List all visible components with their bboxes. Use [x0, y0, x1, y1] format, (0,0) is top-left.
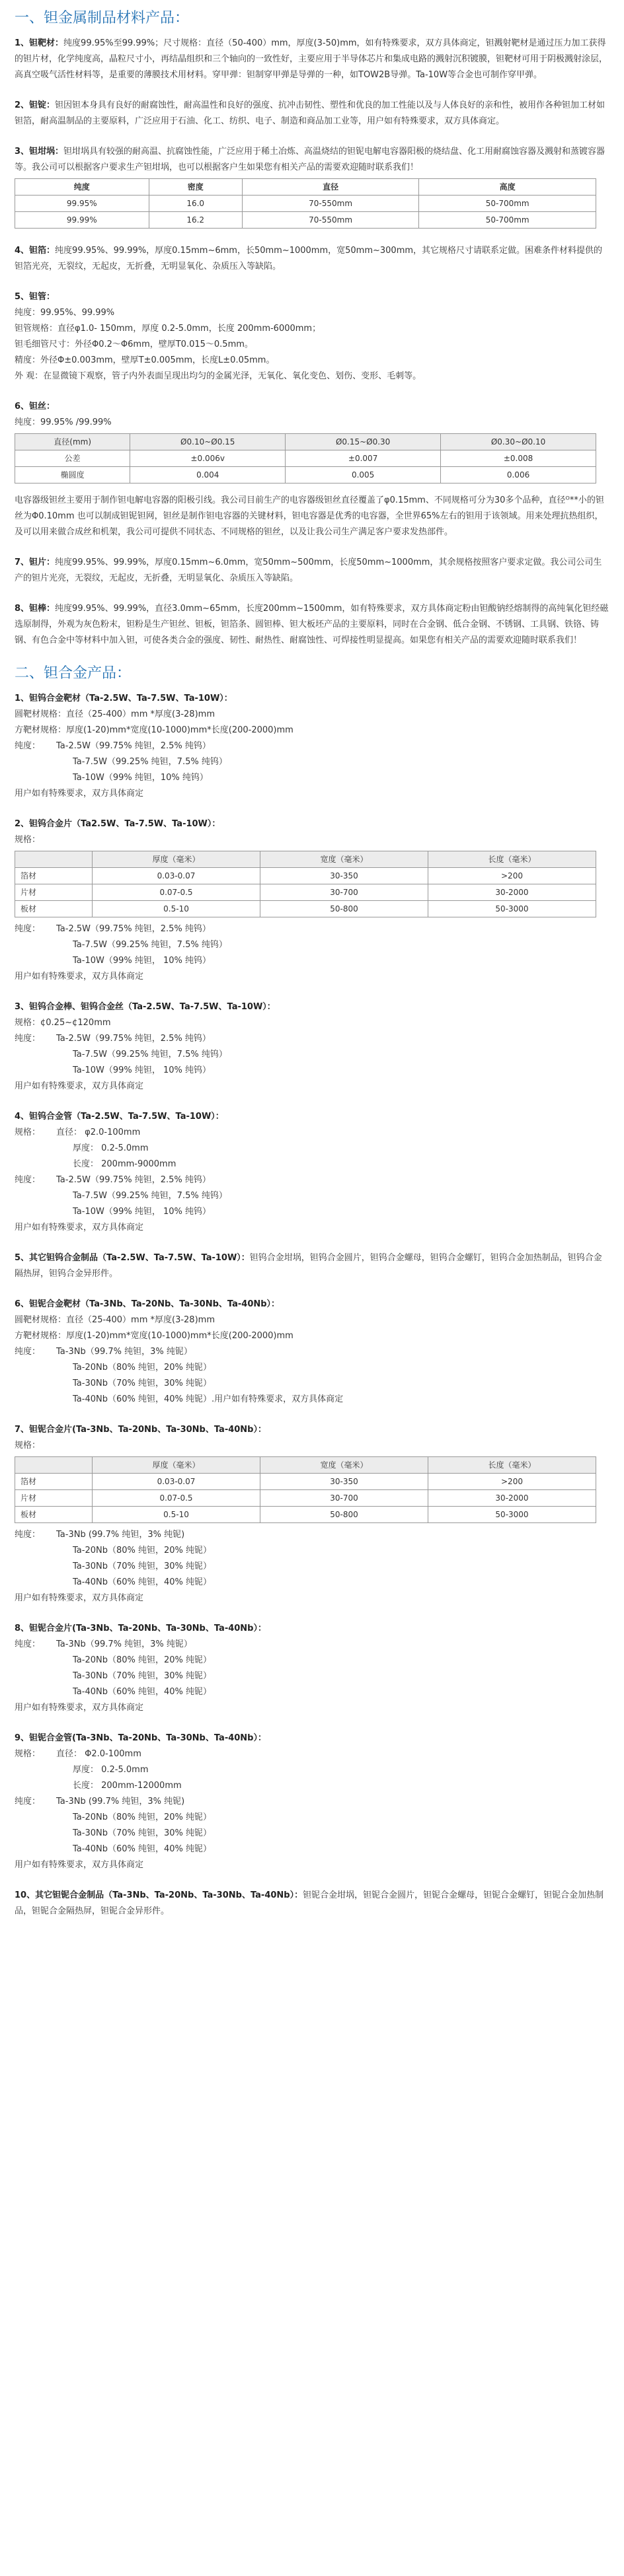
table-cell: 70-550mm	[242, 196, 419, 212]
section-title: 3、钽钨合金棒、钽钨合金丝（Ta-2.5W、Ta-7.5W、Ta-10W）：	[15, 1002, 276, 1012]
table-cell: 0.006	[441, 467, 596, 483]
section-title: 10、其它钽铌合金制品（Ta-3Nb、Ta-20Nb、Ta-30Nb、Ta-40Nb）：	[15, 1890, 303, 1900]
table-cell: 30-2000	[428, 884, 596, 901]
table-header-cell	[15, 851, 93, 868]
purity-line: Ta-20Nb（80% 纯钽，20% 纯铌）	[73, 1812, 212, 1822]
table-header-cell: Ø0.10~Ø0.15	[130, 434, 286, 450]
spec-line: 钽管规格：直径φ1.0- 150mm，厚度 0.2-5.0mm，长度 200mm-6000mm；	[15, 324, 321, 334]
spec-label: 规格：	[15, 1749, 41, 1759]
note: 用户如有特殊要求，双方具体商定	[15, 789, 144, 799]
purity-line: 纯度：99.95% /99.99%	[15, 417, 112, 427]
section-body: 纯度99.95%至99.99%；尺寸规格：直径（50-400）mm，厚度(3-50)mm，如有特殊要求，双方具体商定，钽溅射靶材是通过压力加工获得的钽片材，化学纯度高，晶粒尺寸小，再结晶组织和三个轴向的一致性好，主要应用于半导体芯片和集成电路的溅射沉积镀膜，钽靶材可用于阴极溅射涂层，高真空吸气活性材料等，是重要的薄膜技术用材料。穿甲弹：钽制穿甲弹是导弹的一种，如TOW2B导弹。Ta-10W等合金也可制作穿甲弹。	[15, 38, 608, 80]
purity-line: Ta-10W（99% 纯钽， 10% 纯钨）	[73, 1207, 212, 1217]
spec-line: 规格：¢0.25~¢120mm	[15, 1018, 111, 1028]
spec-line	[15, 1746, 609, 1762]
section-tantalum-ingot	[15, 98, 609, 129]
section-tw-target	[15, 691, 609, 802]
table-header-row	[15, 179, 596, 196]
table-cell: 16.0	[149, 196, 242, 212]
table-cell: 50-800	[260, 901, 428, 917]
table-header-cell: Ø0.30~Ø0.10	[441, 434, 596, 450]
table-header-cell: 直径	[242, 179, 419, 196]
section-tantalum-foil	[15, 243, 609, 275]
paragraph	[15, 555, 609, 587]
spec-line: 精度：外径Φ±0.003mm，壁厚T±0.005mm，长度L±0.05mm。	[15, 355, 275, 365]
table-row	[15, 450, 596, 467]
tw-sheet-table	[15, 851, 596, 917]
table-cell: 30-700	[260, 1490, 428, 1507]
section-title: 8、钽铌合金片(Ta-3Nb、Ta-20Nb、Ta-30Nb、Ta-40Nb）：	[15, 1624, 266, 1633]
section-body: 钽因钽本身具有良好的耐腐蚀性，耐高温性和良好的强度、抗冲击韧性、塑性和优良的加工性能以及与人体良好的亲和性，被用作各种钽加工材如钽箔，耐高温制品的主要原料，广泛应用于石油、化工、纺织、电子、制造和商品加工业等，用户如有特殊要求，双方具体商定。	[15, 100, 605, 126]
purity-line: Ta-30Nb（70% 纯钽，30% 纯铌）	[73, 1671, 212, 1681]
section-title: 5、其它钽钨合金制品（Ta-2.5W、Ta-7.5W、Ta-10W）：	[15, 1253, 250, 1263]
section-body: 钽钨合金坩埚，钽钨合金圆片，钽钨合金螺母，钽钨合金螺钉，钽钨合金加热制品，钽钨合金隔热屏，钽钨合金异形件。	[15, 1253, 602, 1279]
purity-line: Ta-10W（99% 纯钽， 10% 纯钨）	[73, 956, 212, 966]
table-header-cell: 纯度	[15, 179, 149, 196]
section-tantalum-wire	[15, 399, 609, 540]
section-tnb-target	[15, 1297, 609, 1408]
table-cell: 0.07-0.5	[93, 884, 260, 901]
purity-line: Ta-40Nb（60% 纯钽，40% 纯铌）.用户如有特殊要求，双方具体商定	[73, 1394, 344, 1404]
spec-line: 圆靶材规格：直径（25-400）mm *厚度(3-28)mm	[15, 1315, 215, 1325]
purity-label: 纯度：	[15, 1175, 41, 1185]
table-cell: 50-3000	[428, 1507, 596, 1523]
note: 用户如有特殊要求，双方具体商定	[15, 1593, 144, 1603]
spec-line: 圆靶材规格：直径（25-400）mm *厚度(3-28)mm	[15, 709, 215, 719]
paragraph	[15, 243, 609, 275]
paragraph	[15, 144, 609, 176]
purity-line: Ta-7.5W（99.25% 纯钽，7.5% 纯钨）	[73, 1050, 227, 1059]
purity-line	[15, 1794, 609, 1810]
table-header-cell: 厚度（毫米）	[93, 851, 260, 868]
spec-value: 直径： φ2.0-100mm	[56, 1127, 141, 1137]
table-cell: 0.004	[130, 467, 286, 483]
heading-tantalum-alloy: 二、钽合金产品：	[15, 665, 132, 682]
section-body: 电容器级钽丝主要用于制作钽电解电容器的阳极引线。我公司目前生产的电容器级钽丝直径覆盖了φ0.15mm、不同规格可分为30多个品种，直径ᴼ**小的钽丝为Φ0.10mm 也可以制成钽铌钽网，钽丝是制作钽电容器的关键材料，钽电容器是优秀的电容器，全世界65%左右的钽用于该领域。用来处理抗热组织，及可以用来做合成丝和机架，我公司可提供不同状态、不同规格的钽丝，以及让我公司生产满足客户要求发热部件。	[15, 495, 604, 537]
table-cell: 公差	[15, 450, 130, 467]
purity-line: Ta-30Nb（70% 纯钽，30% 纯铌）	[73, 1378, 212, 1388]
purity-value: Ta-3Nb (99.7% 纯钽，3% 纯铌)	[56, 1530, 185, 1540]
section-tnb-tube	[15, 1731, 609, 1873]
purity-label: 纯度：	[15, 1797, 41, 1807]
purity-line: Ta-10W（99% 纯钽， 10% 纯钨）	[73, 1065, 212, 1075]
table-cell: 箔材	[15, 868, 93, 884]
table-cell: 99.99%	[15, 212, 149, 229]
purity-line: Ta-40Nb（60% 纯钽，40% 纯铌）	[73, 1577, 212, 1587]
section-body: 纯度99.95%、99.99%，厚度0.15mm~6mm，长50mm~1000mm，宽50mm~300mm，其它规格尺寸请联系定做。困难条件材料提供的钽箔光亮，无裂纹，无起皮，无折叠，无明显氧化、杂质压入等缺陷。	[15, 246, 603, 271]
section-body: 钽铌合金坩埚，钽铌合金圆片，钽铌合金螺母，钽铌合金螺钉，钽铌合金加热制品，钽铌合金隔热屏，钽铌合金异形件。	[15, 1890, 604, 1916]
table-cell: 0.5-10	[93, 901, 260, 917]
table-cell: 0.03-0.07	[93, 1474, 260, 1490]
spec-line: 纯度：99.95%、99.99%	[15, 308, 115, 318]
section-title: 7、钽铌合金片(Ta-3Nb、Ta-20Nb、Ta-30Nb、Ta-40Nb）：	[15, 1425, 266, 1435]
section-tnb-sheet-2	[15, 1621, 609, 1716]
purity-label: 纯度：	[15, 1034, 41, 1044]
note: 用户如有特殊要求，双方具体商定	[15, 972, 144, 982]
table-row	[15, 1490, 596, 1507]
purity-value: Ta-3Nb（99.7% 纯钽，3% 纯铌）	[56, 1347, 192, 1357]
table-cell: 50-800	[260, 1507, 428, 1523]
section-title: 7、钽片：	[15, 557, 56, 567]
section-tantalum-crucible	[15, 144, 609, 229]
tnb-sheet-table	[15, 1456, 596, 1523]
heading-pure-tantalum: 一、钽金属制品材料产品：	[15, 10, 190, 26]
section-tantalum-target	[15, 36, 609, 83]
table-header-cell: 长度（毫米）	[428, 851, 596, 868]
section-tw-rod-wire	[15, 999, 609, 1094]
table-row	[15, 467, 596, 483]
section-title: 2、钽钨合金片（Ta2.5W、Ta-7.5W、Ta-10W）：	[15, 819, 221, 829]
spec-line: 钽毛细管尺寸：外径Φ0.2～Φ6mm，壁厚T0.015～0.5mm。	[15, 340, 253, 349]
table-cell: >200	[428, 868, 596, 884]
table-cell: 椭圆度	[15, 467, 130, 483]
section-title: 1、钽钨合金靶材（Ta-2.5W、Ta-7.5W、Ta-10W）：	[15, 694, 233, 703]
table-cell: 30-700	[260, 884, 428, 901]
purity-value: Ta-2.5W（99.75% 纯钽，2.5% 纯钨）	[56, 924, 211, 934]
spec-line	[15, 1125, 609, 1141]
purity-line: Ta-7.5W（99.25% 纯钽，7.5% 纯钨）	[73, 1191, 227, 1201]
spec-value: 直径： Φ2.0-100mm	[56, 1749, 141, 1759]
table-header-cell: 宽度（毫米）	[260, 851, 428, 868]
table-row	[15, 196, 596, 212]
purity-line	[15, 1344, 609, 1360]
table-cell: 0.005	[286, 467, 441, 483]
table-cell: 16.2	[149, 212, 242, 229]
table-cell: >200	[428, 1474, 596, 1490]
table-header-row	[15, 434, 596, 450]
purity-line: Ta-30Nb（70% 纯钽，30% 纯铌）	[73, 1561, 212, 1571]
spec-line: 外 观：在显微镜下观察，管子内外表面呈现出均匀的金属光泽，无氧化、氧化变色、划伤、变形、毛刺等。	[15, 371, 422, 381]
table-header-cell: Ø0.15~Ø0.30	[286, 434, 441, 450]
purity-value: Ta-2.5W（99.75% 纯钽，2.5% 纯钨）	[56, 1034, 211, 1044]
table-cell: 片材	[15, 884, 93, 901]
purity-line: Ta-20Nb（80% 纯钽，20% 纯铌）	[73, 1363, 212, 1373]
spec-line: 厚度： 0.2-5.0mm	[73, 1143, 149, 1153]
spec-label: 规格：	[15, 1441, 41, 1450]
section-title: 4、钽钨合金管（Ta-2.5W、Ta-7.5W、Ta-10W）：	[15, 1112, 224, 1122]
table-cell: 70-550mm	[242, 212, 419, 229]
section-title: 6、钽铌合金靶材（Ta-3Nb、Ta-20Nb、Ta-30Nb、Ta-40Nb）：	[15, 1299, 280, 1309]
table-cell: 30-350	[260, 1474, 428, 1490]
purity-line: Ta-40Nb（60% 纯钽，40% 纯铌）	[73, 1844, 212, 1854]
section-tw-tube	[15, 1109, 609, 1236]
purity-line: Ta-7.5W（99.25% 纯钽，7.5% 纯钨）	[73, 757, 227, 767]
purity-line: Ta-7.5W（99.25% 纯钽，7.5% 纯钨）	[73, 940, 227, 950]
purity-line: Ta-20Nb（80% 纯钽，20% 纯铌）	[73, 1655, 212, 1665]
table-row	[15, 1507, 596, 1523]
note: 用户如有特殊要求，双方具体商定	[15, 1860, 144, 1870]
purity-label: 纯度：	[15, 741, 41, 751]
section-body: 钽坩埚具有较强的耐高温、抗腐蚀性能，广泛应用于稀土冶炼、高温烧结的钽铌电解电容器阳极的烧结盘、化工用耐腐蚀容器及溅射和蒸镀容器等。我公司可以根据客户要求生产钽坩埚，也可以根据客户生如果您有相关产品的需要欢迎随时联系我们！	[15, 147, 605, 172]
paragraph	[15, 601, 609, 649]
section-tantalum-tube	[15, 289, 609, 384]
table-header-row	[15, 1457, 596, 1474]
purity-line	[15, 738, 609, 754]
spec-line: 长度： 200mm-9000mm	[73, 1159, 176, 1169]
table-cell: 板材	[15, 1507, 93, 1523]
purity-line	[15, 1172, 609, 1188]
purity-line: Ta-40Nb（60% 纯钽，40% 纯铌）	[73, 1687, 212, 1697]
table-header-cell: 高度	[419, 179, 596, 196]
section-title: 5、钽管：	[15, 292, 56, 302]
purity-value: Ta-3Nb (99.7% 纯钽，3% 纯铌)	[56, 1797, 185, 1807]
table-header-cell	[15, 1457, 93, 1474]
table-cell: 30-2000	[428, 1490, 596, 1507]
paragraph	[15, 36, 609, 83]
table-row	[15, 901, 596, 917]
spec-label: 规格：	[15, 835, 41, 845]
wire-table	[15, 433, 596, 483]
table-header-cell: 直径(mm)	[15, 434, 130, 450]
note: 用户如有特殊要求，双方具体商定	[15, 1081, 144, 1091]
table-cell: ±0.008	[441, 450, 596, 467]
table-cell: 0.07-0.5	[93, 1490, 260, 1507]
table-cell: ±0.007	[286, 450, 441, 467]
table-cell: 0.5-10	[93, 1507, 260, 1523]
table-row	[15, 212, 596, 229]
paragraph	[15, 1250, 609, 1282]
note: 用户如有特殊要求，双方具体商定	[15, 1223, 144, 1233]
purity-label: 纯度：	[15, 1347, 41, 1357]
note: 用户如有特殊要求，双方具体商定	[15, 1703, 144, 1713]
purity-line	[15, 1527, 609, 1543]
table-row	[15, 1474, 596, 1490]
section-title: 4、钽箔：	[15, 246, 56, 256]
section-title: 6、钽丝：	[15, 402, 56, 411]
table-cell: 箔材	[15, 1474, 93, 1490]
table-header-cell: 密度	[149, 179, 242, 196]
table-cell: 50-700mm	[419, 212, 596, 229]
paragraph	[15, 98, 609, 129]
spec-line: 方靶材规格：厚度(1-20)mm*宽度(10-1000)mm*长度(200-2000)mm	[15, 1331, 293, 1341]
section-tnb-other	[15, 1888, 609, 1919]
section-title: 9、钽铌合金管(Ta-3Nb、Ta-20Nb、Ta-30Nb、Ta-40Nb）：	[15, 1733, 266, 1743]
section-title: 3、钽坩埚：	[15, 147, 64, 157]
purity-label: 纯度：	[15, 1639, 41, 1649]
table-cell: 50-700mm	[419, 196, 596, 212]
section-title: 1、钽靶材：	[15, 38, 64, 48]
table-header-row	[15, 851, 596, 868]
section-tantalum-sheet	[15, 555, 609, 587]
purity-line: Ta-10W（99% 纯钽，10% 纯钨）	[73, 773, 208, 783]
section-title: 2、钽锭：	[15, 100, 56, 110]
section-body: 纯度99.95%、99.99%，直径3.0mm~65mm，长度200mm~1500mm，如有特殊要求，双方具体商定粉由钽酸钠经熔制得的高纯氧化钽经磁选原制得，外观为灰色粉末，钽粉是生产钽丝、钽板，钽箔条、圆钽棒、钽大板坯产品的主要原料，同时在合金钢、低合金钢、不锈钢、工具钢、铁铬、铸钢、有色合金中等材料中加入钽，可使各类合金的强度、韧性、耐热性、耐腐蚀性、可焊接性明显提高。如果您有相关产品的需要欢迎随时联系我们！	[15, 604, 609, 645]
purity-label: 纯度：	[15, 1530, 41, 1540]
table-header-cell: 宽度（毫米）	[260, 1457, 428, 1474]
table-cell: 30-350	[260, 868, 428, 884]
table-cell: 片材	[15, 1490, 93, 1507]
purity-line	[15, 1031, 609, 1047]
section-tw-sheet	[15, 816, 609, 985]
table-cell: 99.95%	[15, 196, 149, 212]
spec-line: 厚度： 0.2-5.0mm	[73, 1765, 149, 1775]
purity-line: Ta-30Nb（70% 纯钽，30% 纯铌）	[73, 1828, 212, 1838]
table-row	[15, 884, 596, 901]
purity-label: 纯度：	[15, 924, 41, 934]
purity-line	[15, 921, 609, 937]
section-tw-other	[15, 1250, 609, 1282]
crucible-table	[15, 178, 596, 229]
table-cell: 0.03-0.07	[93, 868, 260, 884]
paragraph	[15, 1888, 609, 1919]
table-cell: ±0.006v	[130, 450, 286, 467]
spec-line: 长度： 200mm-12000mm	[73, 1781, 182, 1791]
purity-line: Ta-20Nb（80% 纯钽，20% 纯铌）	[73, 1546, 212, 1556]
table-row	[15, 868, 596, 884]
spec-label: 规格：	[15, 1127, 41, 1137]
section-tantalum-rod	[15, 601, 609, 649]
table-header-cell: 长度（毫米）	[428, 1457, 596, 1474]
purity-value: Ta-2.5W（99.75% 纯钽，2.5% 纯钨）	[56, 1175, 211, 1185]
purity-value: Ta-2.5W（99.75% 纯钽，2.5% 纯钨）	[56, 741, 211, 751]
purity-line	[15, 1637, 609, 1653]
table-cell: 50-3000	[428, 901, 596, 917]
section-title: 8、钽棒：	[15, 604, 56, 614]
spec-line: 方靶材规格：厚度(1-20)mm*宽度(10-1000)mm*长度(200-2000)mm	[15, 725, 293, 735]
purity-value: Ta-3Nb（99.7% 纯钽，3% 纯铌）	[56, 1639, 192, 1649]
section-tnb-sheet	[15, 1422, 609, 1606]
section-body: 纯度99.95%、99.99%，厚度0.15mm~6.0mm，宽50mm~500mm，长度50mm~1000mm，其余规格按照客户要求定做。我公司公司生产的钽片光亮，无裂纹，无起皮，无折叠，无明显氧化、杂质压入等缺陷。	[15, 557, 602, 583]
table-header-cell: 厚度（毫米）	[93, 1457, 260, 1474]
table-cell: 板材	[15, 901, 93, 917]
